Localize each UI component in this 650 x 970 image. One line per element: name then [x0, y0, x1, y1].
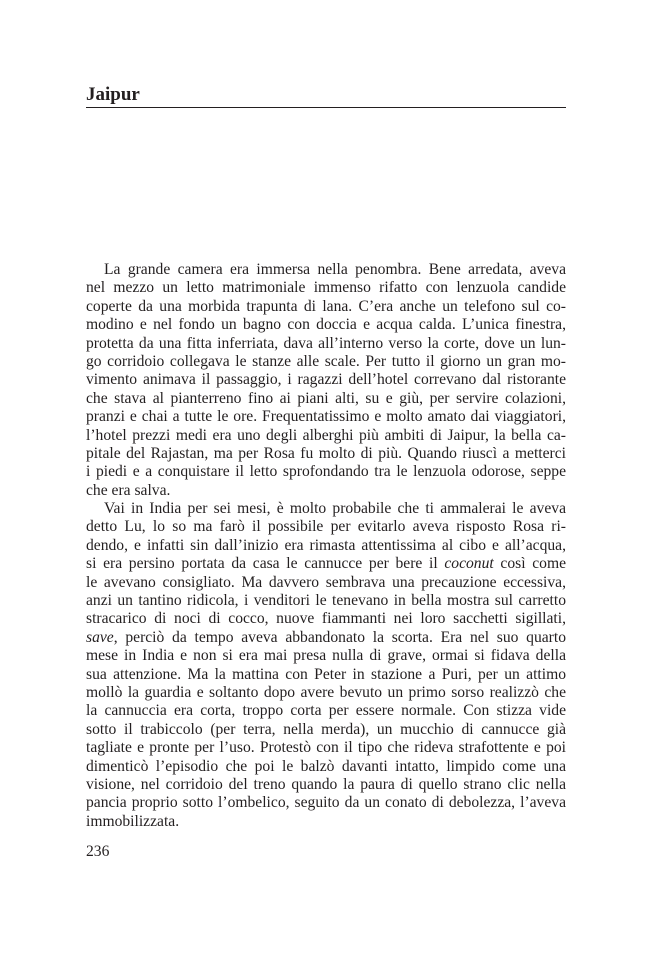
- text-segment: l’hotel prezzi medi era uno degli alberghi più ambiti di Jaipur, la bella ca-: [86, 426, 566, 444]
- text-segment: le avevano consigliato. Ma davvero sembrava una precauzione eccessiva,: [86, 573, 566, 591]
- text-segment: La grande camera era immersa nella penombra. Bene arredata, aveva: [104, 261, 566, 278]
- text-segment: sotto il trabiccolo (per terra, nella merda), un mucchio di cannucce già: [86, 720, 566, 738]
- text-line: [86, 316, 566, 334]
- text-line: [86, 629, 566, 647]
- text-segment: pranzi e chai a tutte le ore. Frequentatissimo e molto amato dai viaggiatori,: [86, 408, 566, 426]
- header-rule: [86, 107, 566, 108]
- text-line: [86, 666, 566, 684]
- page-number: 236: [86, 843, 110, 860]
- text-line: [86, 445, 566, 463]
- text-segment: anzi un tantino ridicola, i venditori le tenevano in bella mostra sul carretto: [86, 592, 566, 610]
- text-segment: così come: [493, 555, 567, 573]
- text-line: [86, 261, 566, 279]
- italic-word: save: [86, 628, 114, 646]
- text-line: [86, 555, 566, 573]
- text-segment: la cannuccia era corta, troppo corta per essere normale. Con stizza vide: [86, 702, 566, 720]
- text-line: [86, 371, 566, 389]
- text-segment: go corridoio collegava le stanze alle scale. Per tutto il giorno un gran mo-: [86, 352, 566, 370]
- text-line: [86, 592, 566, 610]
- text-segment: tagliate e pronte per l’uso. Protestò con il tipo che rideva strafottente e poi: [86, 739, 566, 757]
- text-segment: Vai in India per sei mesi, è molto probabile che ti ammalerai le aveva: [104, 500, 566, 518]
- text-line: [86, 794, 566, 812]
- text-segment: i piedi e a conquistare il letto sprofondando tra le lenzuola odorose, seppe: [86, 463, 566, 481]
- text-line: [86, 647, 566, 665]
- text-segment: coperte da una morbida trapunta di lana. C’era anche un telefono sul co-: [86, 297, 566, 315]
- text-segment: detto Lu, lo so ma farò il possibile per evitarlo aveva risposto Rosa ri-: [86, 518, 566, 536]
- text-line: [86, 390, 566, 408]
- text-line: [86, 758, 566, 776]
- text-segment: , perciò da tempo aveva abbandonato la scorta. Era nel suo quarto: [113, 628, 566, 646]
- text-line: [86, 739, 566, 757]
- text-line: [86, 463, 566, 481]
- text-segment: vimento animava il passaggio, i ragazzi dell’hotel correvano dal ristorante: [86, 371, 566, 389]
- text-segment: nel mezzo un letto matrimoniale immenso rifatto con lenzuola candide: [86, 279, 566, 297]
- text-line: [86, 408, 566, 426]
- text-segment: visione, nel corridoio del treno quando la paura di quello strano clic nella: [86, 775, 566, 793]
- text-line: [86, 279, 566, 297]
- text-line: [86, 684, 566, 702]
- text-line: [86, 298, 566, 316]
- text-segment: mese in India e non si era mai presa nulla di grave, ormai si fidava della: [86, 647, 566, 665]
- text-segment: si era persino portata da casa le cannucce per bere il: [86, 555, 445, 573]
- text-line: [86, 702, 566, 720]
- text-segment: stracarico di noci di cocco, nuove fiammanti nei loro sacchetti sigillati,: [86, 610, 566, 628]
- text-line: [86, 537, 566, 555]
- text-line: [86, 610, 566, 628]
- text-line: [86, 335, 566, 353]
- text-segment: modino e nel fondo un bagno con doccia e acqua calda. L’unica finestra,: [86, 316, 566, 334]
- text-segment: pancia proprio sotto l’ombelico, seguito da un conato di debolezza, l’aveva: [86, 794, 566, 812]
- text-line: [86, 427, 566, 445]
- text-line: [86, 776, 566, 794]
- text-line: [86, 500, 566, 518]
- text-segment: pitale del Rajastan, ma per Rosa fu molto di più. Quando riuscì a metterci: [86, 444, 566, 462]
- text-line: [86, 574, 566, 592]
- text-segment: mollò la guardia e soltanto dopo avere bevuto un primo sorso realizzò che: [86, 683, 566, 701]
- text-segment: protetta da una fitta inferriata, dava all’interno verso la corte, dove un lun-: [86, 334, 566, 352]
- italic-word: coconut: [444, 555, 494, 573]
- text-segment: sua attenzione. Ma la mattina con Peter in stazione a Puri, per un attimo: [86, 665, 566, 683]
- text-line: [86, 518, 566, 536]
- text-line: [86, 353, 566, 371]
- body-text: [86, 261, 566, 831]
- text-line: [86, 482, 566, 500]
- text-segment: immobilizzata.: [86, 812, 180, 830]
- text-segment: che era salva.: [86, 481, 171, 499]
- running-header-title: Jaipur: [86, 84, 140, 105]
- text-line: [86, 813, 566, 831]
- text-segment: dendo, e infatti sin dall’inizio era rimasta attentissima al cibo e all’acqua,: [86, 536, 566, 554]
- text-line: [86, 721, 566, 739]
- text-segment: dimenticò l’episodio che poi le balzò davanti intatto, limpido come una: [86, 757, 566, 775]
- text-segment: che stava al pianterreno fino ai piani alti, su e giù, per servire colazioni,: [86, 389, 566, 407]
